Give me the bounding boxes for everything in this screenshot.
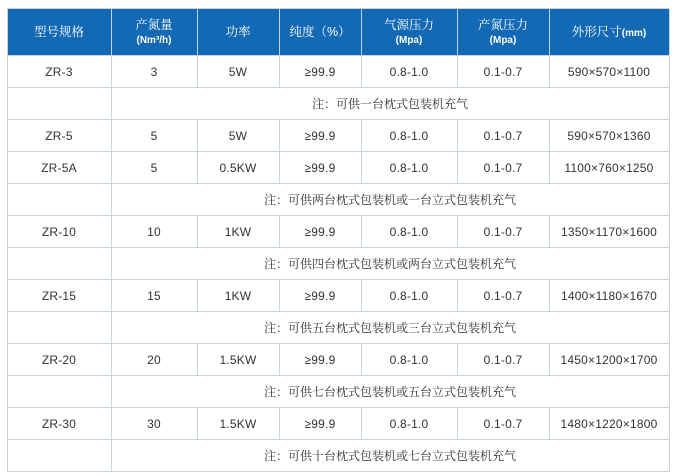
column-header-dimensions-label: 外形尺寸 (571, 24, 622, 39)
note-blank-cell (7, 88, 111, 120)
cell-purity: ≥99.9 (279, 152, 361, 184)
note-blank-cell (7, 312, 111, 344)
table-header-row (7, 9, 669, 56)
column-header-purity-label: 纯度（%） (289, 24, 351, 39)
table-note-row (7, 312, 669, 344)
specification-table (7, 8, 670, 472)
cell-nitrogen-output: 5 (111, 152, 197, 184)
cell-nitrogen-pressure: 0.1-0.7 (457, 408, 549, 440)
table-note-row (7, 248, 669, 280)
table-note-row (7, 376, 669, 408)
cell-dimensions: 590×570×1360 (549, 120, 669, 152)
cell-source-pressure: 0.8-1.0 (361, 216, 457, 248)
table-row (7, 280, 669, 312)
cell-power: 1.5KW (197, 344, 279, 376)
table-row (7, 152, 669, 184)
cell-model: ZR-15 (7, 280, 111, 312)
note-text: 注：可供两台枕式包装机或一台立式包装机充气 (111, 184, 669, 216)
cell-purity: ≥99.9 (279, 120, 361, 152)
cell-model: ZR-5A (7, 152, 111, 184)
cell-nitrogen-pressure: 0.1-0.7 (457, 280, 549, 312)
note-blank-cell (7, 184, 111, 216)
cell-model: ZR-3 (7, 56, 111, 88)
column-header-nitrogen-pressure (457, 9, 549, 56)
cell-dimensions: 1350×1170×1600 (549, 216, 669, 248)
note-blank-cell (7, 440, 111, 472)
table-row (7, 120, 669, 152)
column-header-power (197, 9, 279, 56)
table-header (7, 9, 669, 56)
table-note-row (7, 440, 669, 472)
column-header-source-pressure (361, 9, 457, 56)
cell-source-pressure: 0.8-1.0 (361, 344, 457, 376)
column-header-purity (279, 9, 361, 56)
cell-model: ZR-5 (7, 120, 111, 152)
table-note-row (7, 88, 669, 120)
column-header-dimensions (549, 9, 669, 56)
cell-nitrogen-pressure: 0.1-0.7 (457, 152, 549, 184)
cell-nitrogen-output: 15 (111, 280, 197, 312)
cell-purity: ≥99.9 (279, 280, 361, 312)
column-header-source-pressure-unit: (Mpa) (395, 34, 423, 46)
table-row (7, 216, 669, 248)
table-body (7, 56, 669, 472)
column-header-power-label: 功率 (225, 24, 251, 39)
table-row (7, 344, 669, 376)
cell-model: ZR-30 (7, 408, 111, 440)
cell-purity: ≥99.9 (279, 56, 361, 88)
cell-source-pressure: 0.8-1.0 (361, 56, 457, 88)
cell-source-pressure: 0.8-1.0 (361, 152, 457, 184)
cell-nitrogen-output: 30 (111, 408, 197, 440)
cell-power: 5W (197, 56, 279, 88)
cell-nitrogen-pressure: 0.1-0.7 (457, 120, 549, 152)
cell-source-pressure: 0.8-1.0 (361, 280, 457, 312)
column-header-nitrogen-pressure-unit: (Mpa) (489, 34, 517, 46)
cell-dimensions: 1400×1180×1670 (549, 280, 669, 312)
column-header-nitrogen-output (111, 9, 197, 56)
cell-dimensions: 1450×1200×1700 (549, 344, 669, 376)
note-text: 注：可供七台枕式包装机或五台立式包装机充气 (111, 376, 669, 408)
cell-nitrogen-pressure: 0.1-0.7 (457, 216, 549, 248)
note-text: 注：可供一台枕式包装机充气 (111, 88, 669, 120)
column-header-model-label: 型号规格 (33, 24, 84, 39)
note-text: 注：可供五台枕式包装机或三台立式包装机充气 (111, 312, 669, 344)
column-header-model (7, 9, 111, 56)
cell-nitrogen-output: 20 (111, 344, 197, 376)
note-text: 注：可供十台枕式包装机或七台立式包装机充气 (111, 440, 669, 472)
cell-nitrogen-pressure: 0.1-0.7 (457, 344, 549, 376)
cell-purity: ≥99.9 (279, 408, 361, 440)
cell-power: 5W (197, 120, 279, 152)
cell-purity: ≥99.9 (279, 216, 361, 248)
table-row (7, 408, 669, 440)
cell-nitrogen-pressure: 0.1-0.7 (457, 56, 549, 88)
column-header-nitrogen-output-unit: (Nm³/h) (136, 34, 172, 46)
cell-dimensions: 1480×1220×1800 (549, 408, 669, 440)
cell-nitrogen-output: 10 (111, 216, 197, 248)
cell-purity: ≥99.9 (279, 344, 361, 376)
cell-dimensions: 590×570×1100 (549, 56, 669, 88)
cell-power: 1KW (197, 280, 279, 312)
cell-dimensions: 1100×760×1250 (549, 152, 669, 184)
table-row (7, 56, 669, 88)
cell-power: 0.5KW (197, 152, 279, 184)
cell-power: 1KW (197, 216, 279, 248)
note-blank-cell (7, 376, 111, 408)
cell-nitrogen-output: 5 (111, 120, 197, 152)
cell-source-pressure: 0.8-1.0 (361, 120, 457, 152)
column-header-nitrogen-pressure-label: 产氮压力 (477, 17, 528, 32)
cell-model: ZR-20 (7, 344, 111, 376)
column-header-nitrogen-output-label: 产氮量 (135, 17, 173, 32)
table-note-row (7, 184, 669, 216)
cell-model: ZR-10 (7, 216, 111, 248)
cell-nitrogen-output: 3 (111, 56, 197, 88)
column-header-dimensions-unit: (mm) (621, 27, 647, 39)
cell-power: 1.5KW (197, 408, 279, 440)
note-blank-cell (7, 248, 111, 280)
column-header-source-pressure-label: 气源压力 (383, 17, 434, 32)
cell-source-pressure: 0.8-1.0 (361, 408, 457, 440)
note-text: 注：可供四台枕式包装机或两台立式包装机充气 (111, 248, 669, 280)
